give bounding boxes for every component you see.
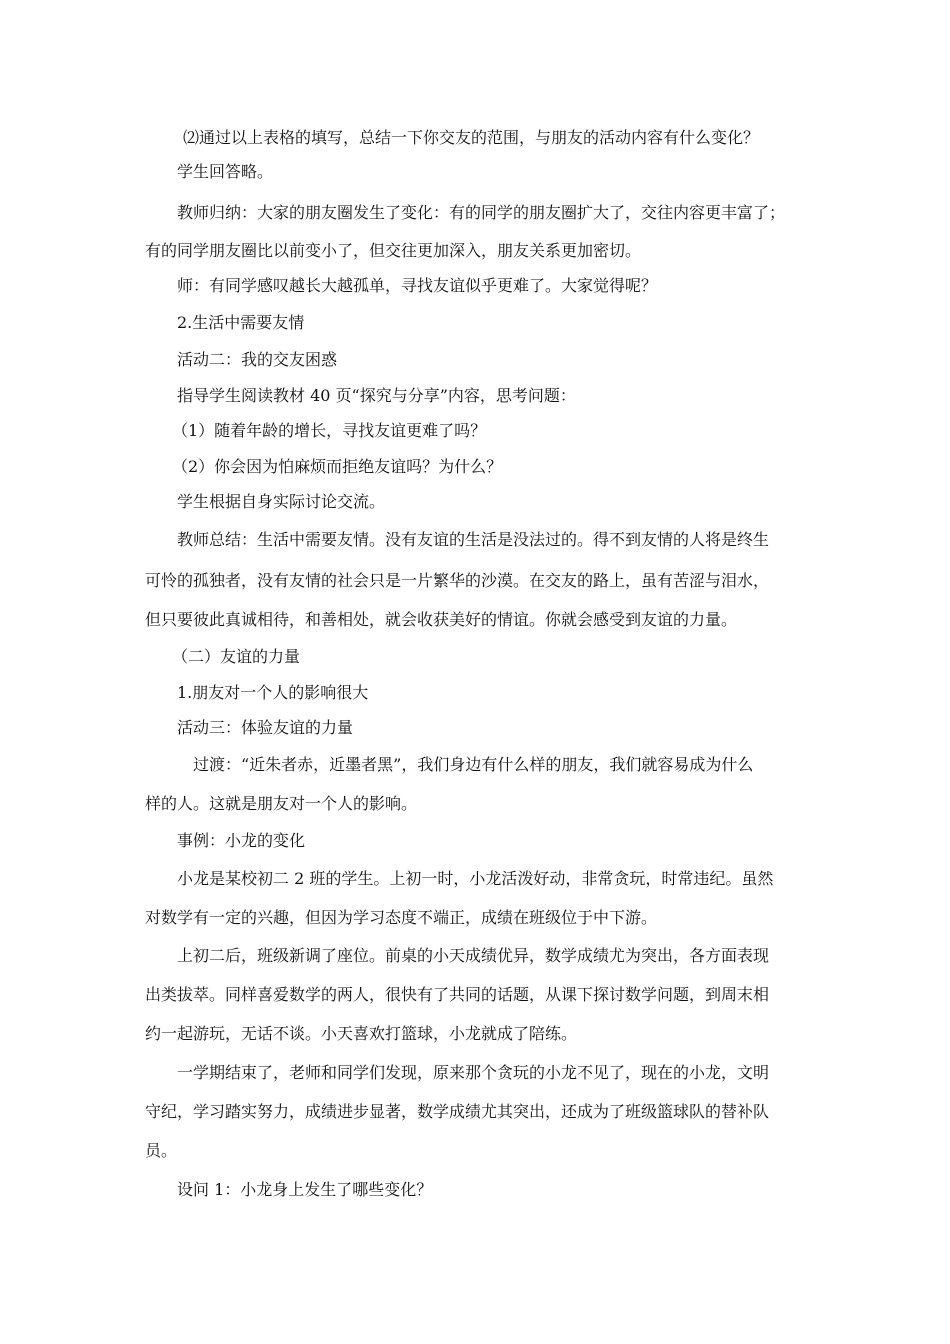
text-line: 过渡：“近朱者赤，近墨者黑”，我们身边有什么样的朋友，我们就容易成为什么	[193, 755, 754, 774]
text-line: 样的人。这就是朋友对一个人的影响。	[145, 794, 418, 813]
text-line: 员。	[145, 1141, 178, 1160]
text-line: 教师归纳：大家的朋友圈发生了变化：有的同学的朋友圈扩大了，交往内容更丰富了；	[177, 203, 786, 222]
text-line: 学生回答略。	[177, 162, 274, 181]
text-line: 教师总结：生活中需要友情。没有友谊的生活是没法过的。得不到友情的人将是终生	[177, 530, 770, 549]
text-line: ⑵通过以上表格的填写，总结一下你交友的范围，与朋友的活动内容有什么变化？	[183, 128, 760, 147]
section-heading: （二）友谊的力量	[172, 647, 301, 666]
text-line: 有的同学朋友圈比以前变小了，但交往更加深入，朋友关系更加密切。	[145, 241, 642, 260]
text-line: 但只要彼此真诚相待，和善相处，就会收获美好的情谊。你就会感受到友谊的力量。	[145, 610, 738, 629]
text-line: 可怜的孤独者，没有友情的社会只是一片繁华的沙漠。在交友的路上，虽有苦涩与泪水，	[145, 571, 770, 590]
text-line: 事例：小龙的变化	[177, 831, 306, 850]
text-line: 一学期结束了，老师和同学们发现，原来那个贪玩的小龙不见了，现在的小龙，文明	[177, 1063, 770, 1082]
section-heading: 2.生活中需要友情	[177, 313, 305, 332]
section-heading: 1.朋友对一个人的影响很大	[177, 683, 369, 702]
text-line: 活动三：体验友谊的力量	[177, 718, 354, 737]
text-line: 指导学生阅读教材 40 页“探究与分享”内容，思考问题：	[177, 386, 576, 405]
text-line: 学生根据自身实际讨论交流。	[177, 492, 386, 511]
text-line: 出类拔萃。同样喜爱数学的两人，很快有了共同的话题，从课下探讨数学问题，到周末相	[145, 985, 770, 1004]
text-line: 师：有同学感叹越长大越孤单，寻找友谊似乎更难了。大家觉得呢？	[177, 276, 658, 295]
text-line: （2）你会因为怕麻烦而拒绝友谊吗？为什么？	[172, 457, 503, 476]
text-line: 上初二后，班级新调了座位。前桌的小天成绩优异，数学成绩尤为突出，各方面表现	[177, 946, 770, 965]
text-line: 活动二：我的交友困惑	[177, 350, 338, 369]
text-line: 设问 1：小龙身上发生了哪些变化？	[177, 1180, 433, 1199]
text-line: 小龙是某校初二 2 班的学生。上初一时，小龙活泼好动，非常贪玩，时常违纪。虽然	[177, 869, 774, 888]
text-line: 约一起游玩，无话不谈。小天喜欢打篮球，小龙就成了陪练。	[145, 1024, 578, 1043]
text-line: 守纪，学习踏实努力，成绩进步显著，数学成绩尤其突出，还成为了班级篮球队的替补队	[145, 1102, 770, 1121]
text-line: 对数学有一定的兴趣，但因为学习态度不端正，成绩在班级位于中下游。	[145, 908, 658, 927]
text-line: （1）随着年龄的增长，寻找友谊更难了吗？	[172, 421, 487, 440]
